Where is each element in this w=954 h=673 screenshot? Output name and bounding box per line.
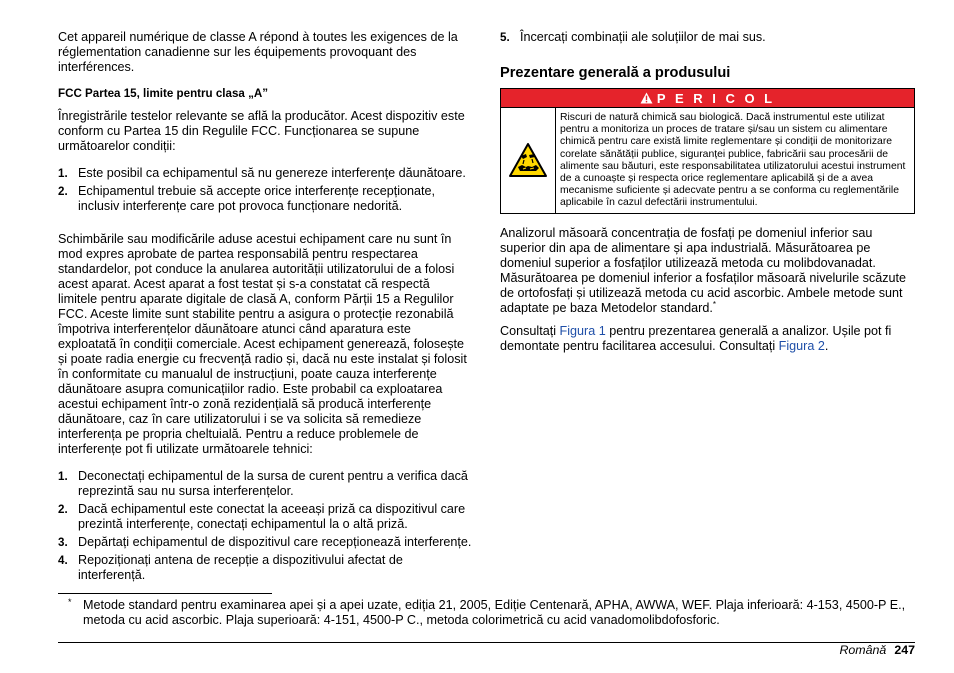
- fcc-paragraph: Înregistrările testelor relevante se află la producător. Acest dispozitiv este conform cu Partea 15 din Regulile FCC. Funcționarea se supune următoarelor condiții:: [58, 109, 465, 153]
- analyzer-text: Analizorul măsoară concentrația de fosfați pe domeniul inferior sau superior din apa de alimentare și apa industrială. Măsurătoarea pe domeniul superior a fosfaților utilizează metoda cu molibdovanadat. Măsurătoarea pe domeniul inferior a fosfaților măsoară nivelurile scăzute de ortofosfați și utilizează metoda cu acid ascorbic. Ambele metode sunt adaptate pe baza Metodelor standard.: [500, 225, 907, 315]
- list-text: Este posibil ca echipamentul să nu genereze interferențe dăunătoare.: [78, 166, 466, 180]
- list-item: [58, 469, 472, 499]
- changes-paragraph: Schimbările sau modificările aduse acestui echipament care nu sunt în mod expres aprobate de partea responsabilă pentru respectarea standardelor, pot conduce la anularea autorității utilizatorului de a folosi acest aparat. Acest aparat a fost testat și s-a constatat că respectă limitele pentru aparate digitale de clasă A, conform Părții 15 a Regulilor FCC. Aceste limite sunt stabilite pentru a asigura o protecție rezonabilă împotriva interferențelor dăunătoare atunci când aparatura este exploatată în condiții comerciale. Acest echipament generează, folosește și poate radia energie cu frecvență radio și, dacă nu este instalat și folosit în conformitate cu manualul de instrucțiuni, poate cauza interferențe dăunătoare asupra comunicațiilor radio. Este probabil ca exploatarea acestui echipament într-o zonă rezidențială să producă interferențe dăunătoare, caz în care utilizatorului i se va solicita să remedieze interferența pe propria cheltuială. Pentru a reduce problemele de interferențe pot fi utilizate următoarele tehnici:: [58, 232, 467, 456]
- list-number: 2.: [58, 503, 68, 516]
- footnote-mark: *: [68, 597, 72, 607]
- list-item: [58, 553, 472, 583]
- step-list: [500, 30, 915, 45]
- list-item: [58, 535, 472, 550]
- list-number: 1.: [58, 470, 68, 483]
- footnote-text: Metode standard pentru examinarea apei și a apei uzate, ediția 21, 2005, Ediție Centenară, APHA, AWWA, WEF. Plaja inferioară: 4-153, 4500-P E., metoda cu acid ascorbic. Plaja superioară: 4-151, 4500-P C., metoda colorimetrică cu acid vanadomolibdofosforic.: [83, 598, 906, 627]
- analyzer-paragraph: [500, 226, 915, 316]
- chemical-hazard-icon: [508, 142, 548, 178]
- consult-text: .: [824, 338, 829, 353]
- danger-label: P E R I C O L: [656, 90, 776, 106]
- danger-icon-cell: [501, 108, 556, 213]
- danger-text: Riscuri de natură chimică sau biologică. Dacă instrumentul este utilizat pentru a monitoriza un proces de tratare și/sau un sistem cu alimentare chimică pentru care există limite reglementare și condiții de monitorizare corelate sănătății publice, siguranței publice, fabricării sau procesării de alimente sau băuturi, este responsabilitatea utilizatorului acestui instrument de a cunoaște și respecta orice reglementare aplicabilă și de a avea mecanisme suficiente și adecvate pentru a se conforma cu reglementările aplicabile în cazul defectării instrumentului.: [560, 112, 906, 209]
- techniques-list: [58, 469, 472, 583]
- figure-2-link[interactable]: Figura 2: [778, 338, 825, 353]
- conditions-list: [58, 166, 472, 214]
- list-number: 2.: [58, 185, 68, 198]
- fcc-heading: FCC Partea 15, limite pentru clasa „A”: [58, 87, 269, 100]
- consult-text: Consultați: [500, 323, 560, 338]
- list-number: 3.: [58, 536, 68, 549]
- list-text: Depărtați echipamentul de dispozitivul care recepționează interferențe.: [78, 535, 472, 549]
- list-number: 5.: [500, 31, 510, 44]
- figure-1-link[interactable]: Figura 1: [559, 323, 606, 338]
- intro-paragraph: Cet appareil numérique de classe A répond à toutes les exigences de la réglementation canadienne sur les équipements provoquant des interférences.: [58, 30, 458, 74]
- right-column: [500, 30, 915, 354]
- danger-header: [501, 89, 914, 107]
- list-text: Deconectați echipamentul de la sursa de curent pentru a verifica dacă reprezintă sau nu sursa interferențelor.: [78, 469, 468, 498]
- footer-language: Română: [839, 643, 887, 657]
- consult-paragraph: [500, 324, 915, 354]
- warning-icon: [640, 92, 653, 104]
- list-item: [58, 502, 472, 532]
- footer-divider: [58, 642, 915, 643]
- list-text: Repoziționați antena de recepție a dispozitivului afectat de interferență.: [78, 553, 403, 582]
- list-item: [58, 184, 472, 214]
- list-text: Echipamentul trebuie să accepte orice interferențe recepționate, inclusiv interferențe care pot provoca funcționare nedorită.: [78, 184, 436, 213]
- list-text: Dacă echipamentul este conectat la aceeași priză ca dispozitivul care prezintă interferențe, conectați echipamentul la o altă priză.: [78, 502, 466, 531]
- danger-box: [500, 88, 915, 214]
- list-number: 1.: [58, 167, 68, 180]
- footnote: [68, 598, 918, 628]
- section-title: Prezentare generală a produsului: [500, 65, 731, 81]
- list-item: [58, 166, 472, 181]
- left-column: [58, 30, 472, 586]
- footnote-divider: [58, 593, 272, 594]
- danger-body: [501, 107, 914, 213]
- list-text: Încercați combinații ale soluțiilor de mai sus.: [520, 30, 766, 44]
- list-item: [500, 30, 915, 45]
- footnote-reference[interactable]: *: [712, 299, 716, 309]
- page-number: 247: [894, 643, 915, 657]
- page-footer: [839, 643, 915, 657]
- list-number: 4.: [58, 554, 68, 567]
- consult-text: pentru prezentarea generală a analizor. Ușile pot fi demontate pentru facilitarea accesului. Consultați: [500, 323, 892, 353]
